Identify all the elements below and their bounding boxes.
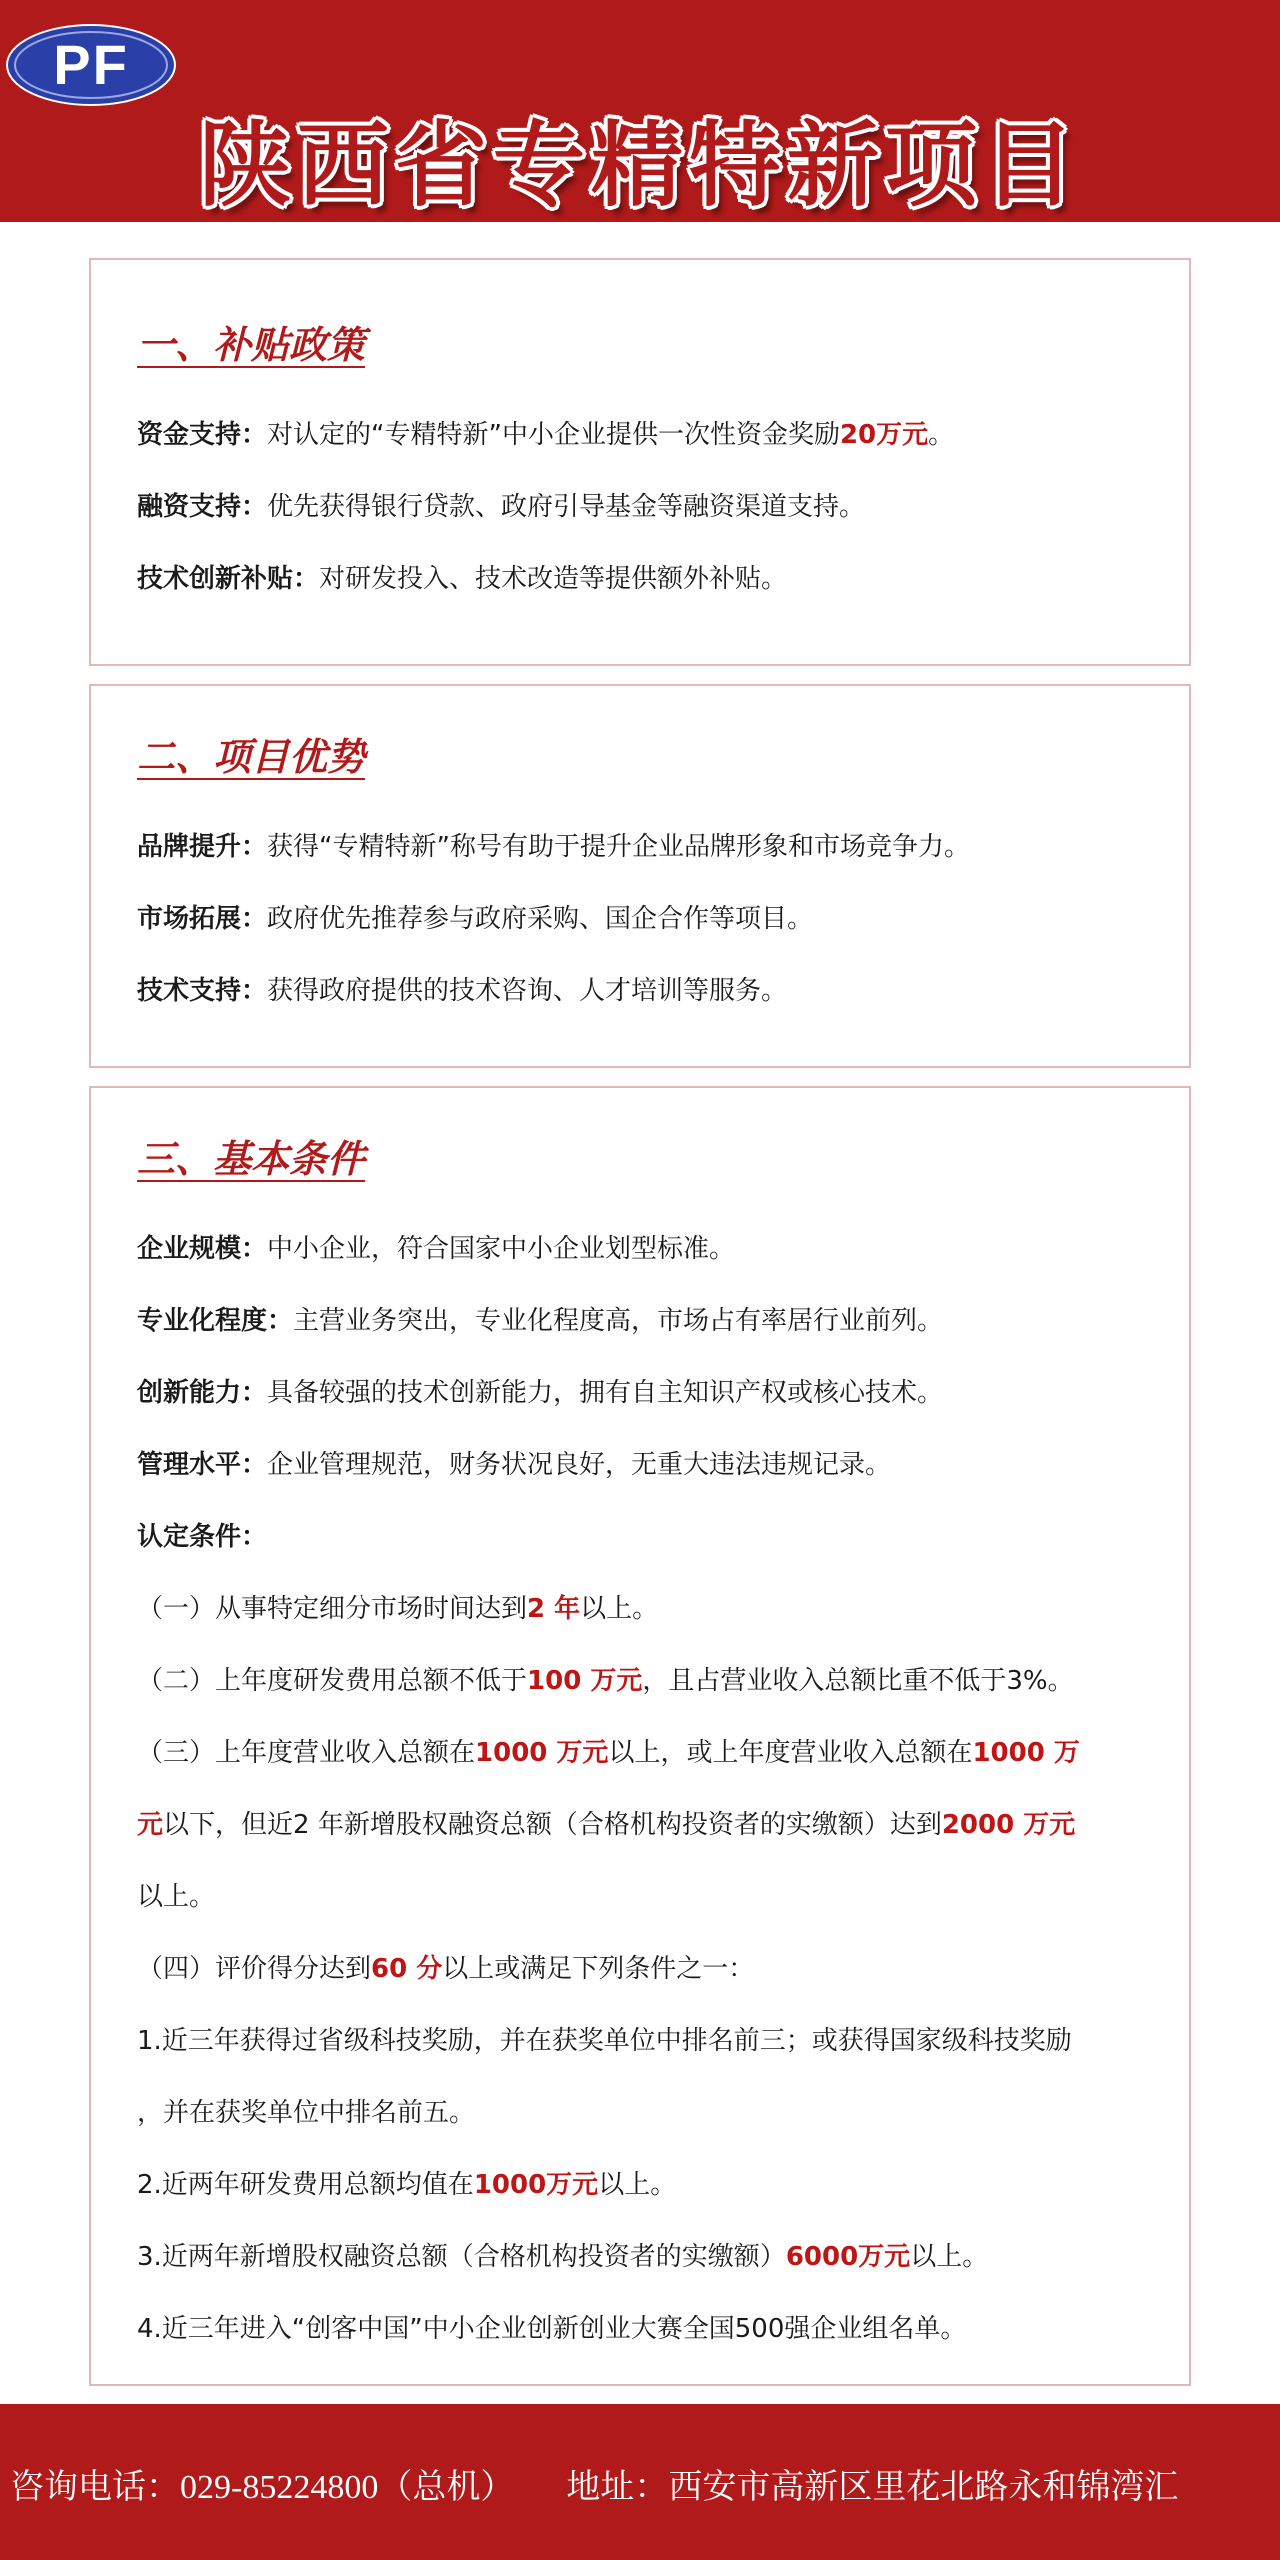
list-item bbox=[137, 1300, 1179, 1337]
header-banner bbox=[0, 0, 1280, 222]
criteria-item bbox=[137, 1732, 1179, 1769]
item-text: 获得政府提供的技术咨询、人才培训等服务。 bbox=[267, 976, 788, 1006]
list-item bbox=[137, 414, 1179, 451]
criteria-text: 以下，但近2 年新增股权融资总额（合格机构投资者的实缴额）达到 bbox=[163, 1810, 942, 1840]
item-label: 市场拓展： bbox=[137, 904, 268, 934]
item-text-end: 。 bbox=[928, 420, 955, 450]
footer-contact bbox=[10, 2459, 1178, 2508]
criteria-item bbox=[137, 1588, 1179, 1625]
item-label: 技术创新补贴： bbox=[137, 564, 320, 594]
criteria-text-end: 以上或满足下列条件之一： bbox=[442, 1954, 755, 1984]
criteria-item bbox=[137, 1660, 1179, 1697]
item-text: 政府优先推荐参与政府采购、国企合作等项目。 bbox=[267, 904, 814, 934]
item-text: 对研发投入、技术改造等提供额外补贴。 bbox=[319, 564, 788, 594]
criteria-text-end: 以上。 bbox=[580, 1594, 659, 1624]
list-item bbox=[137, 1228, 1179, 1265]
sub-criteria-item bbox=[137, 2164, 1179, 2201]
item-label: 品牌提升： bbox=[137, 832, 268, 862]
phone-label: 咨询电话： bbox=[10, 2469, 180, 2506]
sub-criteria-text-end: 以上。 bbox=[598, 2170, 677, 2200]
list-item bbox=[137, 486, 1179, 523]
highlight-value: 100 万元 bbox=[527, 1666, 643, 1696]
criteria-item-cont bbox=[137, 1804, 1179, 1841]
highlight-value: 20万元 bbox=[839, 420, 929, 450]
criteria-heading bbox=[137, 1516, 1179, 1553]
criteria-text-end: ，且占营业收入总额比重不低于3%。 bbox=[642, 1666, 1074, 1696]
item-label: 创新能力： bbox=[137, 1378, 268, 1408]
section-title: 一、补贴政策 bbox=[137, 323, 366, 367]
sub-criteria-text: 1.近三年获得过省级科技奖励，并在获奖单位中排名前三；或获得国家级科技奖励 bbox=[137, 2026, 1072, 2056]
list-item bbox=[137, 826, 1179, 863]
list-item bbox=[137, 898, 1179, 935]
footer-banner bbox=[0, 2404, 1280, 2560]
sub-criteria-text-end: 以上。 bbox=[910, 2242, 989, 2272]
section-basic-conditions bbox=[89, 1086, 1191, 2386]
item-text: 中小企业，符合国家中小企业划型标准。 bbox=[267, 1234, 736, 1264]
page-title: 陕西省专精特新项目 bbox=[198, 112, 1081, 219]
sub-criteria-text: 3.近两年新增股权融资总额（合格机构投资者的实缴额） bbox=[137, 2242, 786, 2272]
highlight-value: 1000 万元 bbox=[475, 1738, 609, 1768]
list-item bbox=[137, 970, 1179, 1007]
criteria-text: （一）从事特定细分市场时间达到 bbox=[137, 1594, 528, 1624]
criteria-item bbox=[137, 1948, 1179, 1985]
item-text: 主营业务突出，专业化程度高，市场占有率居行业前列。 bbox=[293, 1306, 944, 1336]
item-label: 专业化程度： bbox=[137, 1306, 294, 1336]
item-text: 企业管理规范，财务状况良好，无重大违法违规记录。 bbox=[267, 1450, 892, 1480]
sub-criteria-item bbox=[137, 2308, 1179, 2345]
item-label: 管理水平： bbox=[137, 1450, 268, 1480]
logo-text: PF bbox=[53, 33, 129, 96]
highlight-value: 2000 万元 bbox=[941, 1810, 1076, 1840]
section-project-advantages bbox=[89, 684, 1191, 1068]
item-text: 对认定的“专精特新”中小企业提供一次性资金奖励 bbox=[267, 420, 840, 450]
criteria-item-cont bbox=[137, 1876, 1179, 1913]
item-label: 融资支持： bbox=[137, 492, 268, 522]
sub-criteria-item bbox=[137, 2236, 1179, 2273]
sub-criteria-text: ，并在获奖单位中排名前五。 bbox=[137, 2098, 476, 2128]
criteria-text: （三）上年度营业收入总额在 bbox=[137, 1738, 476, 1768]
address-text: 西安市高新区里花北路永和锦湾汇 bbox=[668, 2469, 1179, 2506]
sub-criteria-text: 4.近三年进入“创客中国”中小企业创新创业大赛全国500强企业组名单。 bbox=[137, 2314, 967, 2344]
highlight-value: 2 年 bbox=[527, 1594, 581, 1624]
section-title: 三、基本条件 bbox=[137, 1137, 366, 1181]
highlight-value: 元 bbox=[137, 1810, 164, 1840]
item-text: 优先获得银行贷款、政府引导基金等融资渠道支持。 bbox=[267, 492, 866, 522]
highlight-value: 6000万元 bbox=[785, 2242, 911, 2272]
item-text: 具备较强的技术创新能力，拥有自主知识产权或核心技术。 bbox=[267, 1378, 944, 1408]
phone-number: 029-85224800（总机） bbox=[180, 2469, 515, 2506]
criteria-text-end: 以上。 bbox=[137, 1882, 216, 1912]
sub-criteria-item bbox=[137, 2020, 1179, 2057]
list-item bbox=[137, 558, 1179, 595]
sub-criteria-item-cont bbox=[137, 2092, 1179, 2129]
highlight-value: 1000 万 bbox=[972, 1738, 1080, 1768]
address-label: 地址： bbox=[566, 2469, 669, 2506]
criteria-label: 认定条件： bbox=[137, 1522, 268, 1552]
section-title: 二、项目优势 bbox=[137, 735, 366, 779]
list-item bbox=[137, 1444, 1179, 1481]
criteria-text: （四）评价得分达到 bbox=[137, 1954, 372, 1984]
criteria-text: （二）上年度研发费用总额不低于 bbox=[137, 1666, 528, 1696]
highlight-value: 60 分 bbox=[371, 1954, 443, 1984]
item-text: 获得“专精特新”称号有助于提升企业品牌形象和市场竞争力。 bbox=[267, 832, 970, 862]
item-label: 技术支持： bbox=[137, 976, 268, 1006]
criteria-text: 以上，或上年度营业收入总额在 bbox=[608, 1738, 973, 1768]
item-label: 企业规模： bbox=[137, 1234, 268, 1264]
section-subsidy-policy bbox=[89, 258, 1191, 666]
sub-criteria-text: 2.近两年研发费用总额均值在 bbox=[137, 2170, 474, 2200]
list-item bbox=[137, 1372, 1179, 1409]
item-label: 资金支持： bbox=[137, 420, 268, 450]
highlight-value: 1000万元 bbox=[473, 2170, 599, 2200]
